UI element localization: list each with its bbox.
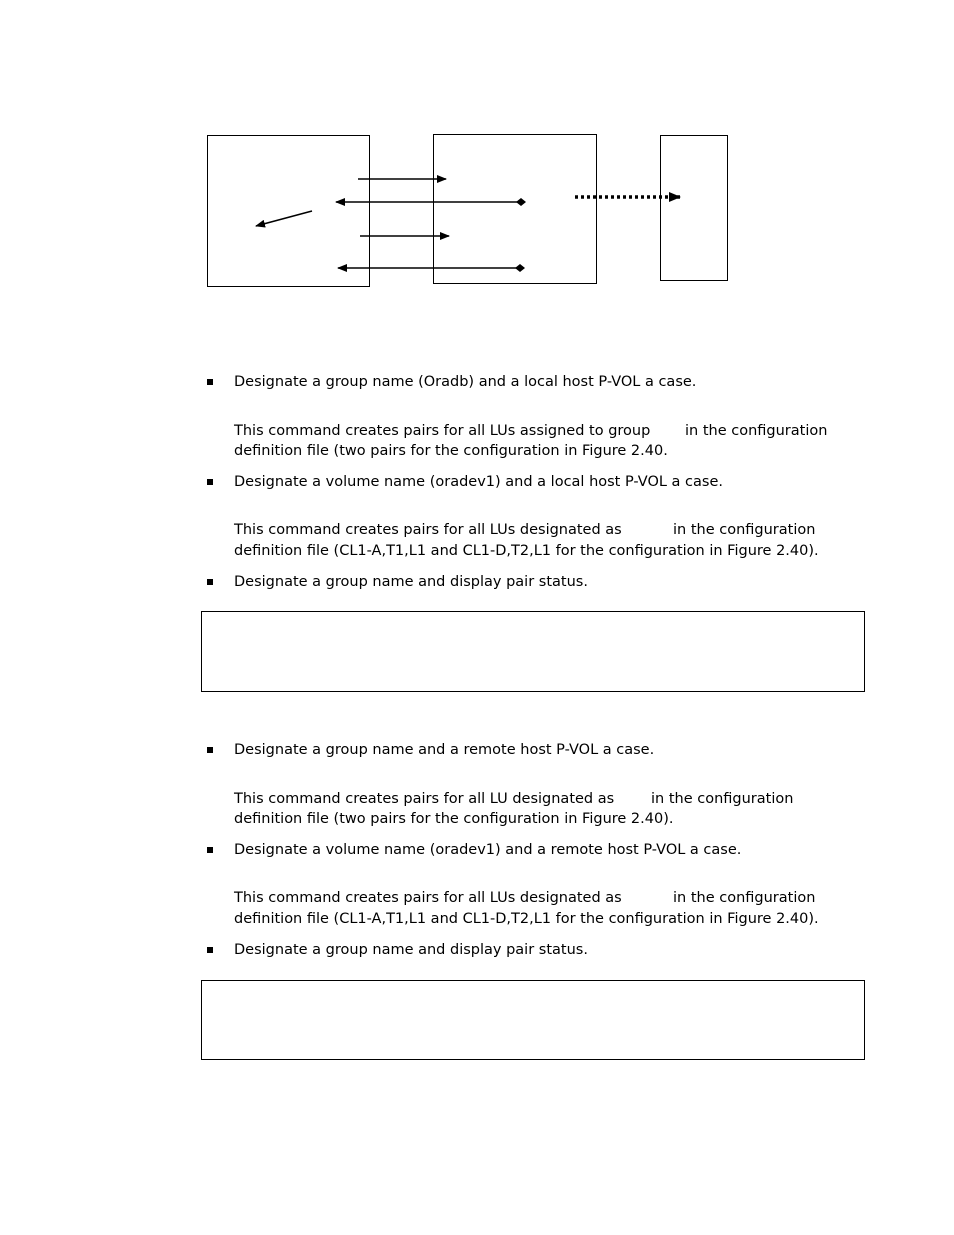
local-bullet-1-desc-2: definition file (two pairs for the configuration in Figure 2.40. bbox=[234, 443, 668, 459]
remote-bullet-2: Designate a volume name (oradev1) and a remote host P-VOL a case. bbox=[234, 842, 742, 858]
local-bullet-3: Designate a group name and display pair status. bbox=[234, 574, 588, 590]
diagram-arrows bbox=[0, 0, 954, 300]
bullet-marker bbox=[207, 947, 213, 953]
local-status-output-box bbox=[201, 611, 865, 692]
remote-status-output-box bbox=[201, 980, 865, 1060]
local-bullet-2: Designate a volume name (oradev1) and a local host P-VOL a case. bbox=[234, 474, 723, 490]
figure-diagram bbox=[0, 0, 954, 300]
remote-bullet-1-desc-a: This command creates pairs for all LU designated as bbox=[234, 791, 615, 807]
bullet-marker bbox=[207, 747, 213, 753]
local-bullet-2-desc-2: definition file (CL1-A,T1,L1 and CL1-D,T2,L1 for the configuration in Figure 2.40). bbox=[234, 543, 819, 559]
bullet-marker bbox=[207, 579, 213, 585]
remote-bullet-1-desc-b: in the configuration bbox=[651, 791, 794, 807]
bullet-marker bbox=[207, 847, 213, 853]
remote-bullet-2-desc-b: in the configuration bbox=[673, 890, 816, 906]
arrow-diagonal bbox=[256, 211, 312, 226]
remote-bullet-1: Designate a group name and a remote host P-VOL a case. bbox=[234, 742, 655, 758]
local-bullet-1-desc-b: in the configuration bbox=[685, 423, 828, 439]
remote-bullet-3: Designate a group name and display pair status. bbox=[234, 942, 588, 958]
bullet-marker bbox=[207, 479, 213, 485]
local-bullet-1-desc-a: This command creates pairs for all LUs assigned to group bbox=[234, 423, 651, 439]
remote-bullet-2-desc-a: This command creates pairs for all LUs designated as bbox=[234, 890, 622, 906]
remote-bullet-1-desc-2: definition file (two pairs for the configuration in Figure 2.40). bbox=[234, 811, 674, 827]
bullet-marker bbox=[207, 379, 213, 385]
local-bullet-1: Designate a group name (Oradb) and a local host P-VOL a case. bbox=[234, 374, 697, 390]
remote-bullet-2-desc-2: definition file (CL1-A,T1,L1 and CL1-D,T2,L1 for the configuration in Figure 2.40). bbox=[234, 911, 819, 927]
local-bullet-2-desc-a: This command creates pairs for all LUs designated as bbox=[234, 522, 622, 538]
local-bullet-2-desc-b: in the configuration bbox=[673, 522, 816, 538]
